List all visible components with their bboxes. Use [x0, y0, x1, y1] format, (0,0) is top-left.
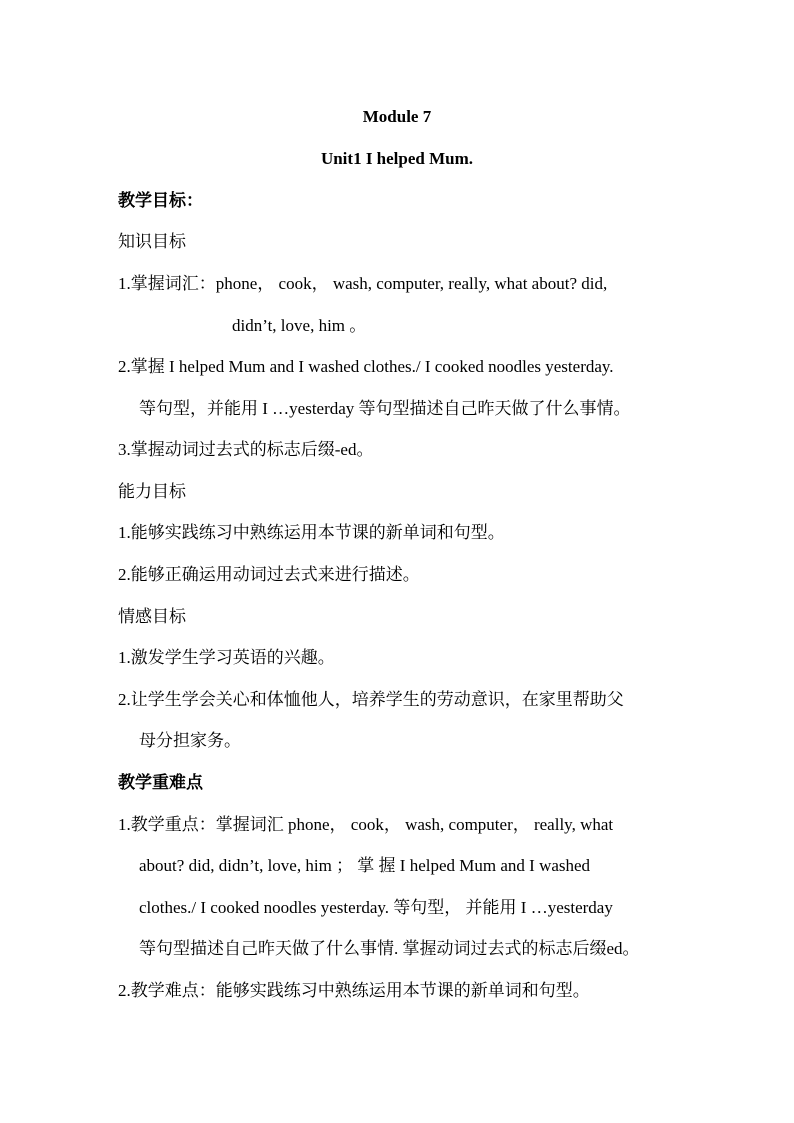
- knowledge-item-1: 1.掌握词汇：phone， cook， wash, computer, really, what about? did,: [118, 274, 608, 293]
- module-title: Module 7: [362, 107, 432, 126]
- knowledge-item-1-continued: didn’t, love, him 。: [232, 316, 367, 335]
- difficult-point-item-2: 2.教学难点：能够实践练习中熟练运用本节课的新单词和句型。: [118, 981, 590, 1000]
- subheading-emotional-goals: 情感目标: [118, 607, 186, 626]
- key-point-item-1-line-3: clothes./ I cooked noodles yesterday. 等句型， 并能用 I …yesterday: [139, 898, 613, 917]
- emotional-item-1: 1.激发学生学习英语的兴趣。: [118, 648, 335, 667]
- knowledge-item-2: 2.掌握 I helped Mum and I washed clothes./ I cooked noodles yesterday.: [118, 357, 614, 376]
- key-point-item-1-line-4: 等句型描述自己昨天做了什么事情. 掌握动词过去式的标志后缀ed。: [139, 939, 640, 958]
- key-point-item-1-line-2: about? did, didn’t, love, him ； 掌 握 I helped Mum and I washed: [139, 856, 591, 875]
- ability-item-2: 2.能够正确运用动词过去式来进行描述。: [118, 565, 420, 584]
- subheading-ability-goals: 能力目标: [118, 482, 186, 501]
- section-heading-teaching-goals: 教学目标：: [118, 191, 203, 210]
- key-point-item-1: 1.教学重点：掌握词汇 phone， cook， wash, computer， really, what: [118, 815, 614, 834]
- ability-item-1: 1.能够实践练习中熟练运用本节课的新单词和句型。: [118, 523, 505, 542]
- knowledge-item-2-continued: 等句型，并能用 I …yesterday 等句型描述自己昨天做了什么事情。: [139, 399, 631, 418]
- emotional-item-2-continued: 母分担家务。: [139, 731, 241, 750]
- knowledge-item-3: 3.掌握动词过去式的标志后缀-ed。: [118, 440, 374, 459]
- emotional-item-2: 2.让学生学会关心和体恤他人，培养学生的劳动意识，在家里帮助父: [118, 690, 624, 709]
- section-heading-key-difficult-points: 教学重难点: [118, 773, 203, 792]
- subheading-knowledge-goals: 知识目标: [118, 232, 186, 251]
- unit-title: Unit1 I helped Mum.: [320, 149, 474, 168]
